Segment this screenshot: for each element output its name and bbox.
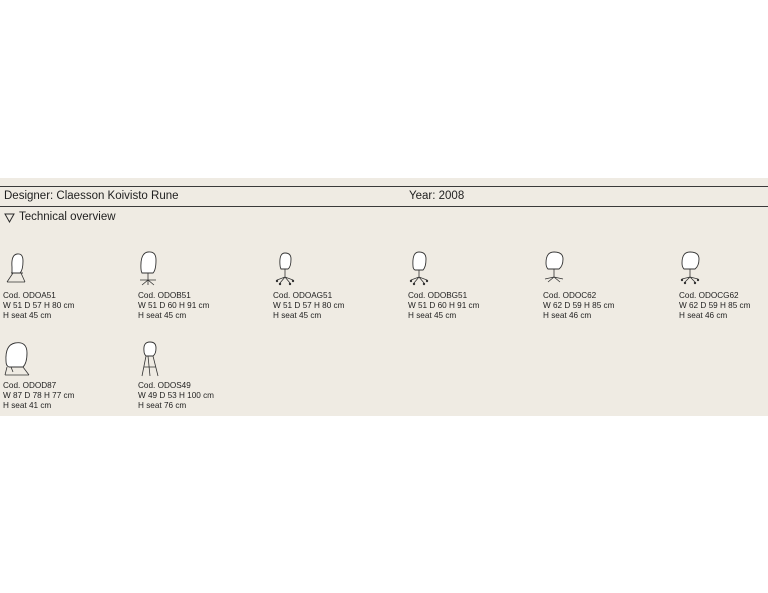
product-dimensions: W 51 D 57 H 80 cm xyxy=(3,301,75,310)
armchair-castors-icon xyxy=(679,249,719,289)
product-dimensions: W 51 D 60 H 91 cm xyxy=(408,301,480,310)
product-seat-height: H seat 41 cm xyxy=(3,401,52,410)
product-code: Cod. ODOCG62 xyxy=(679,291,739,300)
chair-swivel-castors-icon xyxy=(273,249,313,289)
product-code: Cod. ODOS49 xyxy=(138,381,191,390)
product-code: Cod. ODOD87 xyxy=(3,381,57,390)
product-code: Cod. ODOC62 xyxy=(543,291,597,300)
product-code: Cod. ODOBG51 xyxy=(408,291,468,300)
triangle-down-icon xyxy=(4,212,15,223)
product-code: Cod. ODOAG51 xyxy=(273,291,333,300)
bottom-rule xyxy=(0,206,768,207)
designer-label: Designer: Claesson Koivisto Rune xyxy=(4,190,179,202)
product-dimensions: W 49 D 53 H 100 cm xyxy=(138,391,214,400)
product-seat-height: H seat 45 cm xyxy=(273,311,322,320)
technical-sheet xyxy=(0,178,768,416)
chair-sled-base-icon xyxy=(3,249,43,289)
product-seat-height: H seat 76 cm xyxy=(138,401,187,410)
product-seat-height: H seat 45 cm xyxy=(408,311,457,320)
product-seat-height: H seat 46 cm xyxy=(679,311,728,320)
product-dimensions: W 62 D 59 H 85 cm xyxy=(679,301,751,310)
product-dimensions: W 51 D 60 H 91 cm xyxy=(138,301,210,310)
technical-overview-toggle[interactable] xyxy=(4,211,116,223)
chair-high-back-castors-icon xyxy=(408,249,448,289)
lounge-chair-icon xyxy=(3,339,43,379)
product-seat-height: H seat 45 cm xyxy=(3,311,52,320)
top-rule xyxy=(0,186,768,187)
bar-stool-icon xyxy=(138,339,178,379)
product-dimensions: W 51 D 57 H 80 cm xyxy=(273,301,345,310)
technical-overview-label: Technical overview xyxy=(19,211,116,223)
product-code: Cod. ODOB51 xyxy=(138,291,191,300)
armchair-swivel-icon xyxy=(543,249,583,289)
chair-cross-base-icon xyxy=(138,249,178,289)
product-dimensions: W 87 D 78 H 77 cm xyxy=(3,391,75,400)
product-dimensions: W 62 D 59 H 85 cm xyxy=(543,301,615,310)
product-seat-height: H seat 46 cm xyxy=(543,311,592,320)
product-code: Cod. ODOA51 xyxy=(3,291,56,300)
product-seat-height: H seat 45 cm xyxy=(138,311,187,320)
year-label: Year: 2008 xyxy=(409,190,465,202)
